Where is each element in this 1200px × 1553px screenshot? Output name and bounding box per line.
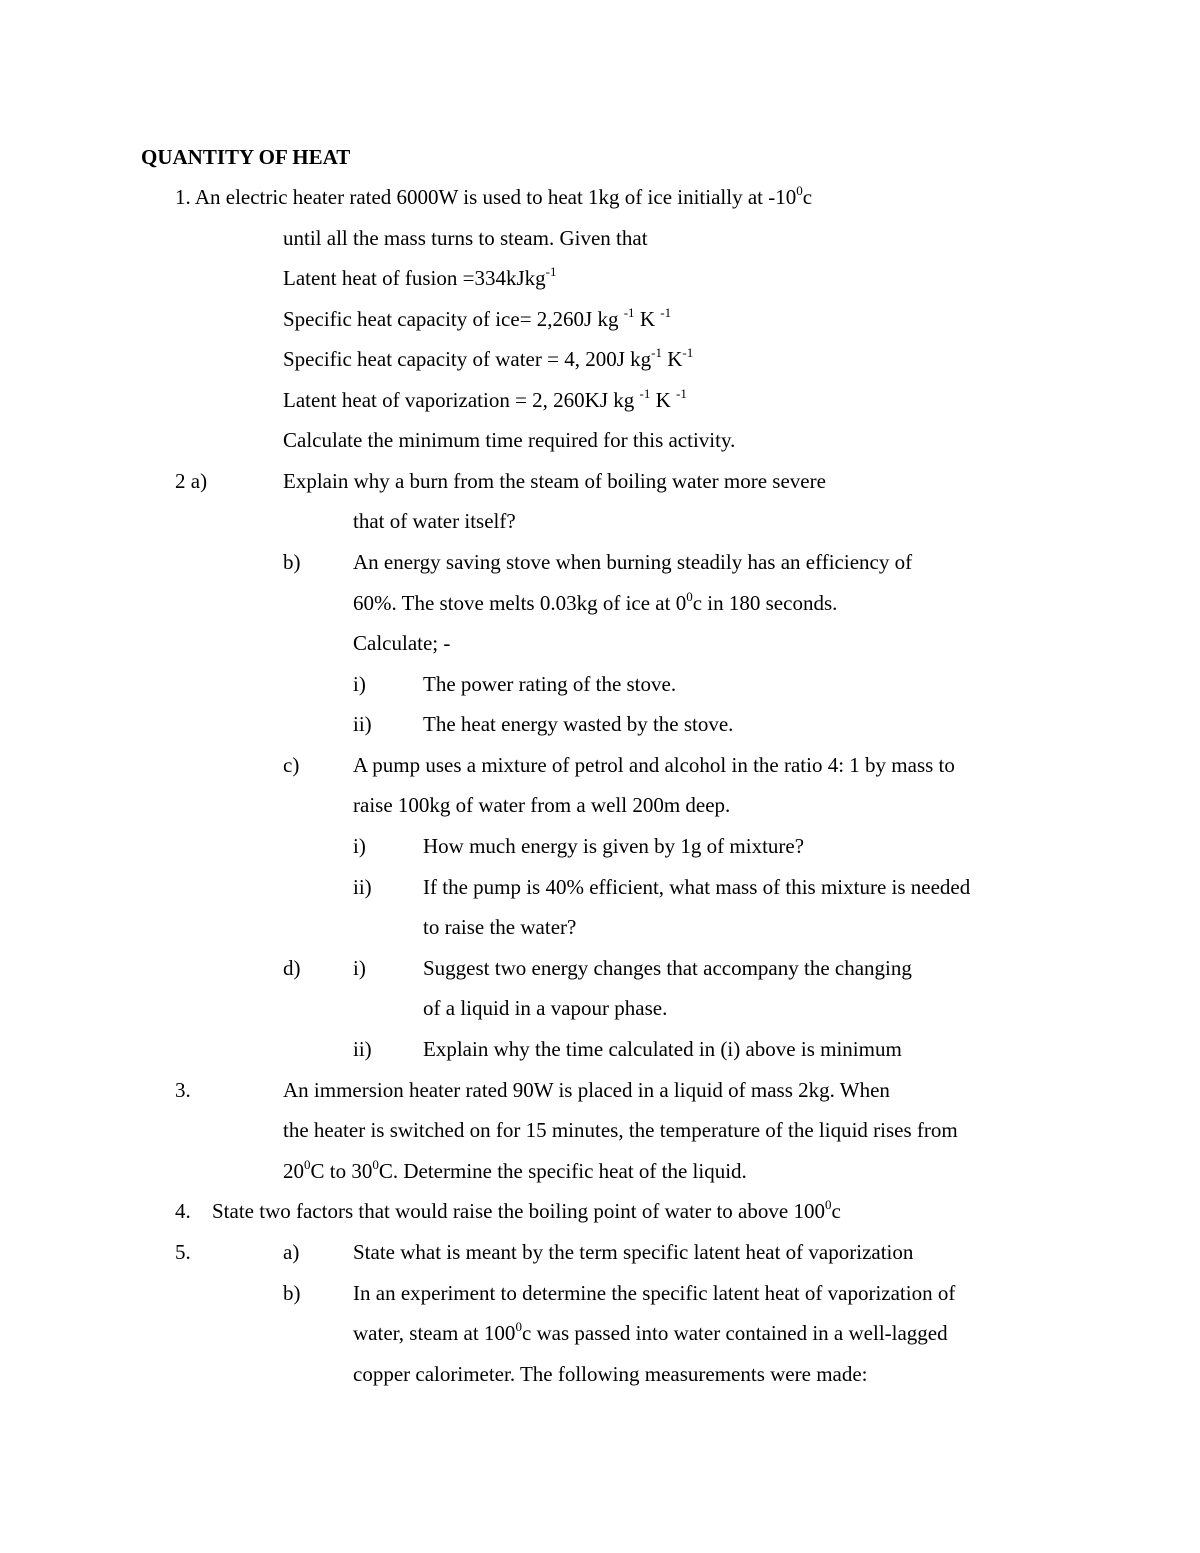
q2b-i-label: i) — [353, 672, 366, 696]
q3-text1: An immersion heater rated 90W is placed in a liquid of mass 2kg. When — [283, 1078, 890, 1102]
q2b-ii-label: ii) — [353, 712, 372, 736]
q2b-text1: An energy saving stove when burning steadily has an efficiency of — [353, 550, 913, 574]
q3-number: 3. — [175, 1078, 191, 1102]
q2c-i-label: i) — [353, 834, 366, 858]
q1-intro: 1. An electric heater rated 6000W is used to heat 1kg of ice initially at $-10^0c$ — [175, 183, 813, 209]
q5b-label: b) — [283, 1281, 301, 1305]
q2b-label: b) — [283, 550, 301, 574]
q5b-text3: copper calorimeter. The following measurements were made: — [353, 1362, 868, 1386]
q2c-label: c) — [283, 753, 300, 777]
q2a-text1: Explain why a burn from the steam of boiling water more severe — [283, 469, 826, 493]
q2c-text1: A pump uses a mixture of petrol and alcohol in the ratio 4: 1 by mass to — [353, 753, 955, 777]
q2d-ii-label: ii) — [353, 1037, 372, 1061]
q2c-ii-text1: If the pump is 40% efficient, what mass of this mixture is needed — [423, 875, 971, 899]
q1-ice-capacity: Specific heat capacity of ice= 2,260J kg $^{-1}$ K $^{-1}$ — [283, 305, 672, 331]
q2d-i-text2: of a liquid in a vapour phase. — [423, 996, 668, 1020]
q5b-text2: water, steam at $100^0c$ was passed into water contained in a well-lagged — [353, 1319, 948, 1345]
q2c-i-text: How much energy is given by 1g of mixture? — [423, 834, 805, 858]
q2-number: 2 a) — [175, 469, 208, 493]
q4-text: State two factors that would raise the boiling point of water to above $100^0c$ — [212, 1197, 841, 1223]
q2b-calculate: Calculate; - — [353, 631, 451, 655]
q2b-i-text: The power rating of the stove. — [423, 672, 677, 696]
q2b-ii-text: The heat energy wasted by the stove. — [423, 712, 734, 736]
q5a-text: State what is meant by the term specific latent heat of vaporization — [353, 1240, 914, 1264]
page-title: QUANTITY OF HEAT — [141, 145, 351, 169]
q3-text3: $20^0C$ to $30^0C$. Determine the specific heat of the liquid. — [283, 1157, 747, 1183]
q1-calculate: Calculate the minimum time required for this activity. — [283, 428, 736, 452]
q3-text2: the heater is switched on for 15 minutes, the temperature of the liquid rises from — [283, 1118, 958, 1142]
q4-number: 4. — [175, 1199, 191, 1223]
q2d-label: d) — [283, 956, 301, 980]
q5b-text1: In an experiment to determine the specific latent heat of vaporization of — [353, 1281, 956, 1305]
q2d-i-label: i) — [353, 956, 366, 980]
q2d-ii-text: Explain why the time calculated in (i) above is minimum — [423, 1037, 902, 1061]
q1-water-capacity: Specific heat capacity of water = 4, 200J $kg^{-1}$ $K^{-1}$ — [283, 345, 694, 371]
q5a-label: a) — [283, 1240, 300, 1264]
q1-line2: until all the mass turns to steam. Given that — [283, 226, 648, 250]
q2c-text2: raise 100kg of water from a well 200m deep. — [353, 793, 731, 817]
q2a-text2: that of water itself? — [353, 509, 516, 533]
q2d-i-text1: Suggest two energy changes that accompany the changing — [423, 956, 912, 980]
q2c-ii-label: ii) — [353, 875, 372, 899]
q2b-text2: 60%. The stove melts 0.03kg of ice at $0^0c$ in 180 seconds. — [353, 589, 838, 615]
q2c-ii-text2: to raise the water? — [423, 915, 577, 939]
q1-vaporization: Latent heat of vaporization = 2, 260KJ kg $^{-1}$ K $^{-1}$ — [283, 386, 687, 412]
q5-number: 5. — [175, 1240, 191, 1264]
q1-fusion: Latent heat of fusion =334kJkg$^{-1}$ — [283, 264, 557, 290]
